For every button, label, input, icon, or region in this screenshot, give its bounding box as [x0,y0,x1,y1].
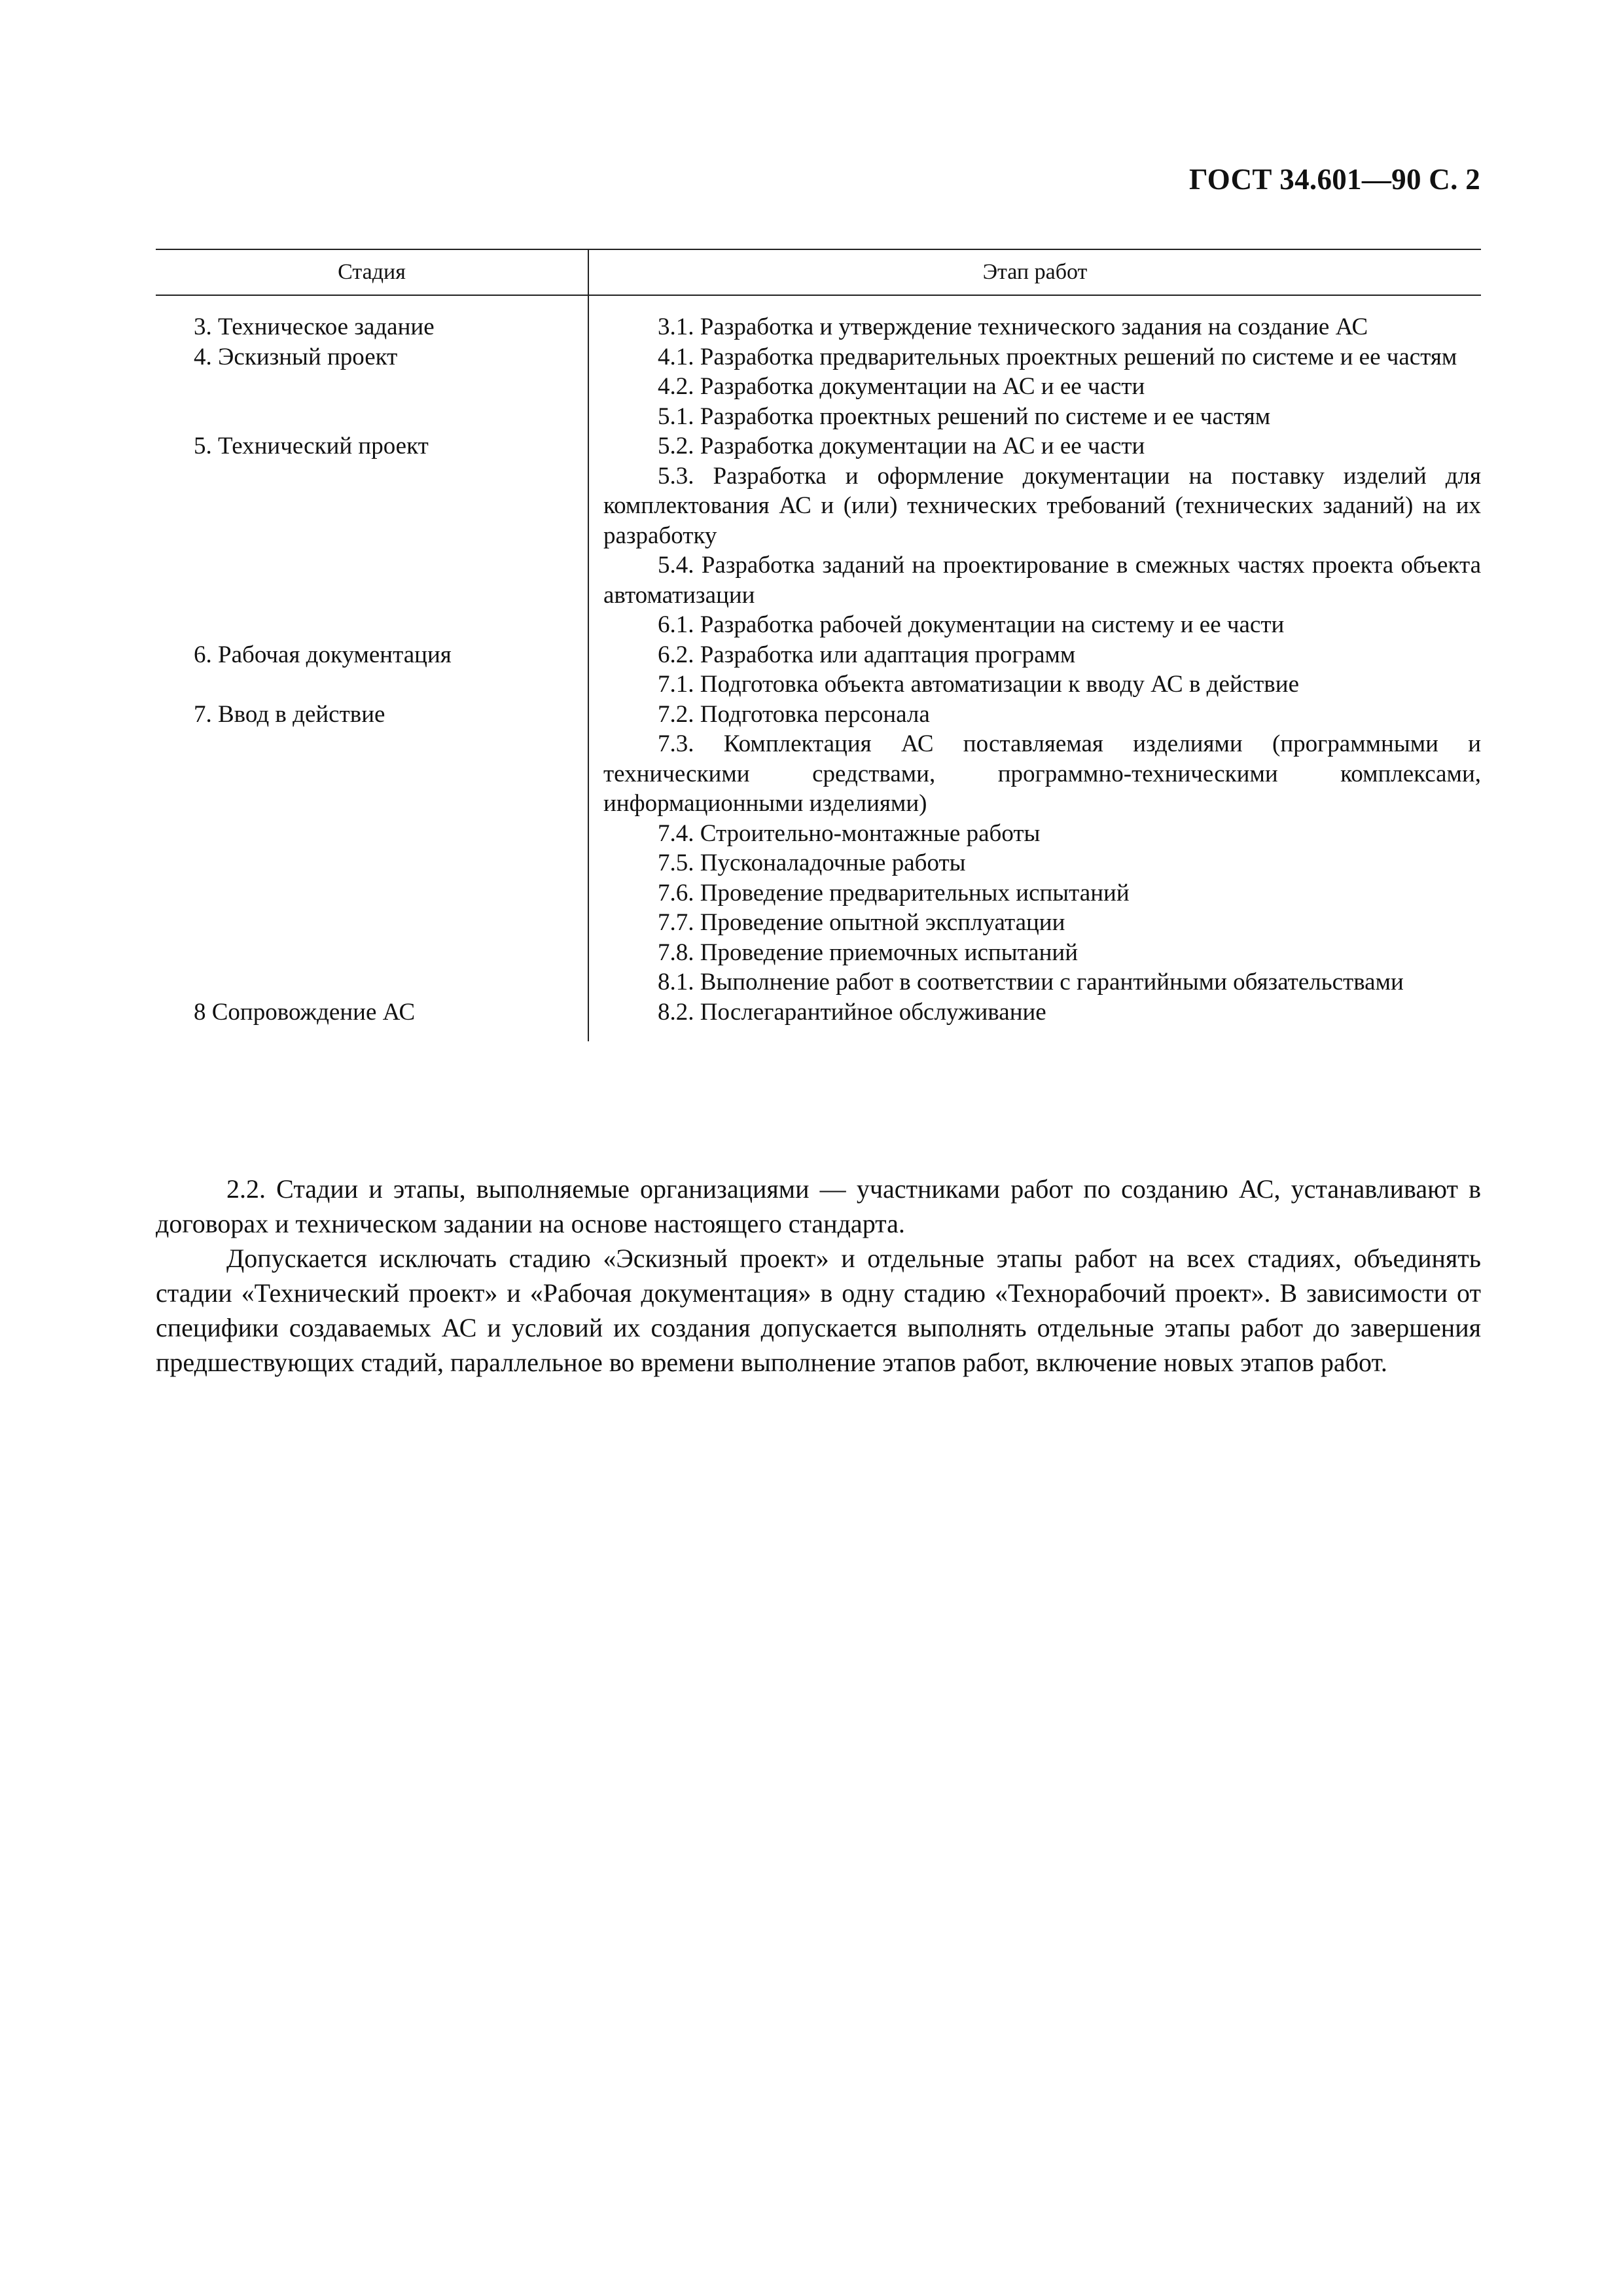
etap-item: 5.1. Разработка проектных решений по системе и ее частям [658,403,1271,430]
etap-item: 7.3. Комплектация АС поставляемая изделиями (программными и техническими средствами, программно-техническими комплексами, информационными изделиями) [603,730,1481,817]
table-header-row [156,250,1481,296]
stage-spacer [156,938,588,968]
etap-item: 3.1. Разработка и утверждение технического задания на создание АС [658,314,1368,340]
etap-item: 6.1. Разработка рабочей документации на систему и ее части [658,611,1285,638]
etap-item: 7.1. Подготовка объекта автоматизации к вводу АС в действие [658,671,1299,698]
stage-spacer [156,819,588,849]
stage-spacer [156,581,588,611]
etap-item: 5.2. Разработка документации на АС и ее части [658,433,1145,459]
stage-spacer [156,461,588,492]
stage-spacer [156,789,588,819]
stage-spacer [156,550,588,581]
etap-item: 7.7. Проведение опытной эксплуатации [658,909,1065,936]
etap-item: 5.3. Разработка и оформление документации на поставку изделий для комплектования АС и (или) технических требований (технических заданий) на их разработку [603,462,1481,549]
stage-spacer [156,759,588,789]
stage-spacer [156,670,588,700]
etap-item: 4.2. Разработка документации на АС и ее части [658,373,1145,400]
stage-spacer [156,402,588,432]
etap-item: 6.2. Разработка или адаптация программ [658,641,1076,668]
stage-spacer [156,521,588,551]
stage-item: 7. Ввод в действие [194,700,385,728]
stage-spacer [156,729,588,759]
etap-item: 7.2. Подготовка персонала [658,700,930,728]
stage-item: 4. Эскизный проект [194,343,398,370]
etap-item: 7.5. Пусконаладочные работы [658,850,966,876]
stage-item: 6. Рабочая документация [194,641,452,668]
stage-spacer [156,908,588,938]
etap-column [588,296,1481,1041]
column-header-etap: Этап работ [588,250,1481,295]
stage-spacer [156,372,588,402]
etap-item: 7.6. Проведение предварительных испытаний [658,879,1130,906]
etap-item: 8.1. Выполнение работ в соответствии с гарантийными обязательствами [658,969,1404,996]
stage-spacer [156,610,588,640]
paragraph-2-2: 2.2. Стадии и этапы, выполняемые организациями — участниками работ по созданию АС, устанавливают в договорах и техническом задании на основе настоящего стандарта. [156,1174,1481,1238]
table-body [156,296,1481,1041]
column-header-stage: Стадия [338,260,406,284]
etap-item: 7.4. Строительно-монтажные работы [658,819,1041,847]
page-header: ГОСТ 34.601—90 С. 2 [1188,163,1480,196]
stages-table [156,249,1481,1041]
stage-item: 5. Технический проект [194,433,429,459]
etap-item: 5.4. Разработка заданий на проектирование в смежных частях проекта объекта автоматизации [603,552,1481,609]
stage-spacer [156,491,588,521]
etap-item: 7.8. Проведение приемочных испытаний [658,939,1079,966]
stage-spacer [156,848,588,878]
stage-column [156,296,588,1041]
paragraph-allowance: Допускается исключать стадию «Эскизный проект» и отдельные этапы работ на всех стадиях, объединять стадии «Технический проект» и «Рабочая документация» в одну стадию «Технорабочий проект». В зависимости от специфики создаваемых АС и условий их создания допускается выполнять отдельные этапы работ до завершения предшествующих стадий, параллельное во времени выполнение этапов работ, включение новых этапов работ. [156,1244,1481,1377]
stage-item: 3. Техническое задание [194,314,435,340]
stage-spacer [156,967,588,997]
etap-item: 4.1. Разработка предварительных проектных решений по системе и ее частям [658,343,1457,370]
stage-item: 8 Сопровождение АС [194,998,416,1026]
etap-item: 8.2. Послегарантийное обслуживание [658,998,1046,1026]
stage-spacer [156,878,588,908]
